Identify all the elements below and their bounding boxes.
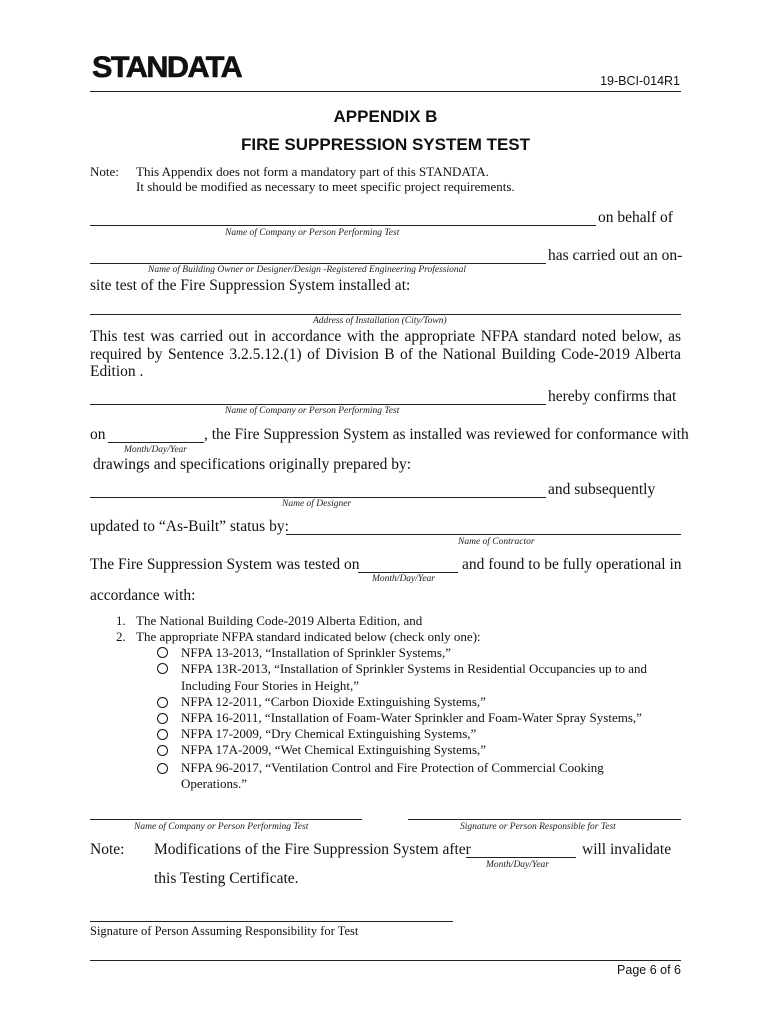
list-number-2: 2.	[116, 629, 126, 644]
caption-date-1: Month/Day/Year	[124, 445, 187, 455]
found-text: and found to be fully operational in	[462, 556, 682, 573]
caption-address: Address of Installation (City/Town)	[313, 316, 447, 326]
caption-date-2: Month/Day/Year	[372, 574, 435, 584]
tested-on-text: The Fire Suppression System was tested on	[90, 556, 360, 573]
standata-logo: STANDATA	[92, 51, 242, 84]
bottom-note-text-a: Modifications of the Fire Suppression System after	[154, 841, 471, 858]
accordance-text: accordance with:	[90, 587, 196, 604]
caption-company-2: Name of Company or Person Performing Test	[225, 406, 400, 416]
page-number: Page 6 of 6	[617, 963, 681, 977]
and-subsequently-text: and subsequently	[548, 481, 656, 498]
designer-field[interactable]	[90, 497, 546, 498]
option-nfpa-17: NFPA 17-2009, “Dry Chemical Extinguishing Systems,”	[181, 726, 477, 741]
list-item-1: The National Building Code-2019 Alberta Edition, and	[136, 613, 423, 628]
radio-nfpa-13r[interactable]	[157, 663, 168, 674]
option-nfpa-13r: NFPA 13R-2013, “Installation of Sprinkler Systems in Residential Occupancies up to and	[181, 661, 648, 676]
option-nfpa-12: NFPA 12-2011, “Carbon Dioxide Extinguishing Systems,”	[181, 694, 486, 709]
list-item-2: The appropriate NFPA standard indicated below (check only one):	[136, 629, 481, 644]
list-number-1: 1.	[116, 613, 126, 628]
caption-date-3: Month/Day/Year	[486, 860, 549, 870]
radio-nfpa-96[interactable]	[157, 763, 168, 774]
page-title: FIRE SUPPRESSION SYSTEM TEST	[240, 135, 531, 154]
caption-owner: Name of Building Owner or Designer/Design -Registered Engineering Professional	[148, 265, 467, 275]
company-field-2[interactable]	[90, 404, 546, 405]
hereby-confirms-text: hereby confirms that	[548, 388, 677, 405]
test-date-field[interactable]	[358, 572, 458, 573]
header-rule	[90, 91, 681, 92]
caption-sig-company: Name of Company or Person Performing Test	[134, 822, 309, 832]
footer-rule	[90, 960, 681, 961]
test-paragraph: This test was carried out in accordance with the appropriate NFPA standard noted below, as required by Sentence 3.2.5.12.(1) of Division B of the National Building Code-2019 Alberta Edition .	[90, 328, 681, 380]
radio-nfpa-17a[interactable]	[157, 745, 168, 756]
final-signature-field[interactable]	[90, 921, 453, 922]
drawings-text: drawings and specifications originally prepared by:	[93, 456, 412, 473]
address-field[interactable]	[90, 314, 681, 315]
on-text: on	[90, 426, 106, 443]
contractor-field[interactable]	[286, 534, 681, 535]
radio-nfpa-17[interactable]	[157, 729, 168, 740]
caption-company-1: Name of Company or Person Performing Test	[225, 228, 400, 238]
option-nfpa-96-cont: Operations.”	[181, 776, 248, 791]
note-line-2: It should be modified as necessary to meet specific project requirements.	[136, 179, 515, 194]
option-nfpa-17a: NFPA 17A-2009, “Wet Chemical Extinguishing Systems,”	[181, 742, 487, 757]
bottom-note-label: Note:	[90, 841, 125, 858]
note-label: Note:	[90, 164, 119, 179]
appendix-heading: APPENDIX B	[333, 107, 438, 126]
bottom-note-text-b: will invalidate	[582, 841, 672, 858]
option-nfpa-13: NFPA 13-2013, “Installation of Sprinkler Systems,”	[181, 645, 451, 660]
modification-date-field[interactable]	[466, 857, 576, 858]
doc-code: 19-BCI-014R1	[600, 74, 680, 88]
review-date-field[interactable]	[108, 442, 204, 443]
radio-nfpa-13[interactable]	[157, 647, 168, 658]
company-field-1[interactable]	[90, 225, 596, 226]
company-signature-field[interactable]	[90, 819, 362, 820]
caption-contractor: Name of Contractor	[458, 537, 535, 547]
on-behalf-of-text: on behalf of	[598, 209, 673, 226]
bottom-note-text-c: this Testing Certificate.	[154, 870, 299, 887]
has-carried-out-text: has carried out an on-	[548, 247, 683, 264]
caption-designer: Name of Designer	[282, 499, 352, 509]
caption-sig-responsible: Signature or Person Responsible for Test	[460, 822, 616, 832]
responsible-signature-field[interactable]	[408, 819, 681, 820]
final-signature-caption: Signature of Person Assuming Responsibility for Test	[90, 924, 359, 938]
owner-field[interactable]	[90, 263, 546, 264]
site-test-text: site test of the Fire Suppression System installed at:	[90, 277, 411, 294]
radio-nfpa-12[interactable]	[157, 697, 168, 708]
note-line-1: This Appendix does not form a mandatory part of this STANDATA.	[136, 164, 489, 179]
option-nfpa-96: NFPA 96-2017, “Ventilation Control and Fire Protection of Commercial Cooking	[181, 760, 604, 775]
reviewed-text: , the Fire Suppression System as installed was reviewed for conformance with	[204, 426, 689, 443]
radio-nfpa-16[interactable]	[157, 713, 168, 724]
option-nfpa-13r-cont: Including Four Stories in Height,”	[181, 678, 360, 693]
updated-text: updated to “As-Built” status by:	[90, 518, 289, 535]
option-nfpa-16: NFPA 16-2011, “Installation of Foam-Water Sprinkler and Foam-Water Spray Systems,”	[181, 710, 642, 725]
